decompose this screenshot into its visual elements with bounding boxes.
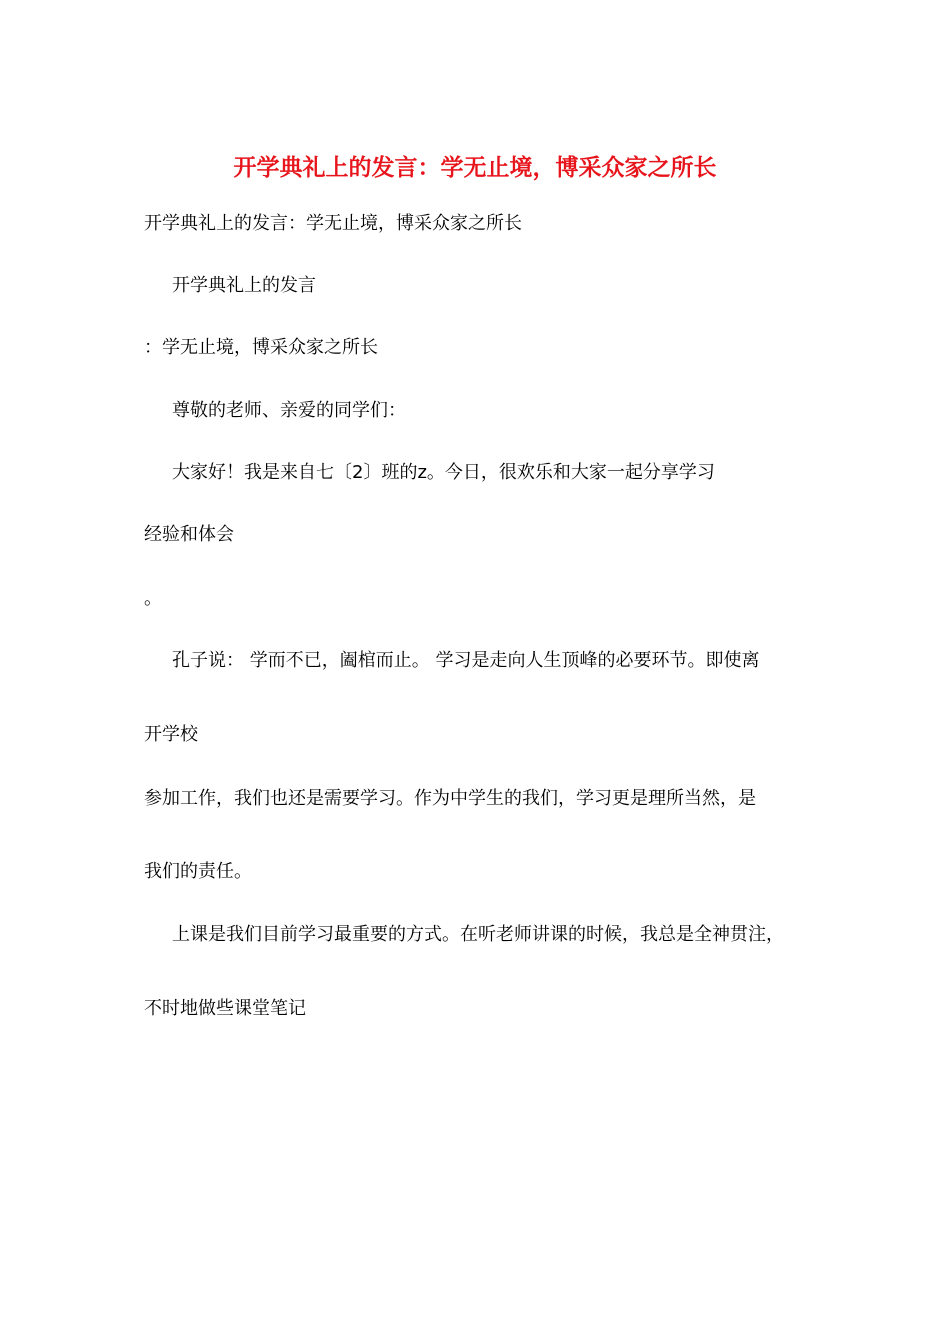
text-line: 参加工作，我们也还是需要学习。作为中学生的我们，学习更是理所当然，是: [144, 788, 756, 809]
text-line: 经验和体会: [144, 524, 234, 545]
text-line: 。: [144, 588, 162, 609]
text-line: 开学校: [144, 724, 198, 745]
document-title: 开学典礼上的发言：学无止境，博采众家之所长: [233, 154, 717, 181]
text-line: 我们的责任。: [144, 861, 252, 882]
text-line: 开学典礼上的发言: [172, 275, 316, 296]
text-line: 开学典礼上的发言：学无止境，博采众家之所长: [144, 213, 522, 234]
text-line: 尊敬的老师、亲爱的同学们：: [172, 400, 406, 421]
text-line: ：学无止境，博采众家之所长: [144, 337, 378, 358]
text-line: 大家好！我是来自七〔2〕班的z。今日，很欢乐和大家一起分享学习: [172, 462, 715, 483]
text-line: 上课是我们目前学习最重要的方式。在听老师讲课的时候，我总是全神贯注，: [172, 924, 784, 945]
text-line: 不时地做些课堂笔记: [144, 998, 306, 1019]
text-line: 孔子说： 学而不已，阖棺而止。 学习是走向人生顶峰的必要环节。即使离: [172, 650, 760, 671]
